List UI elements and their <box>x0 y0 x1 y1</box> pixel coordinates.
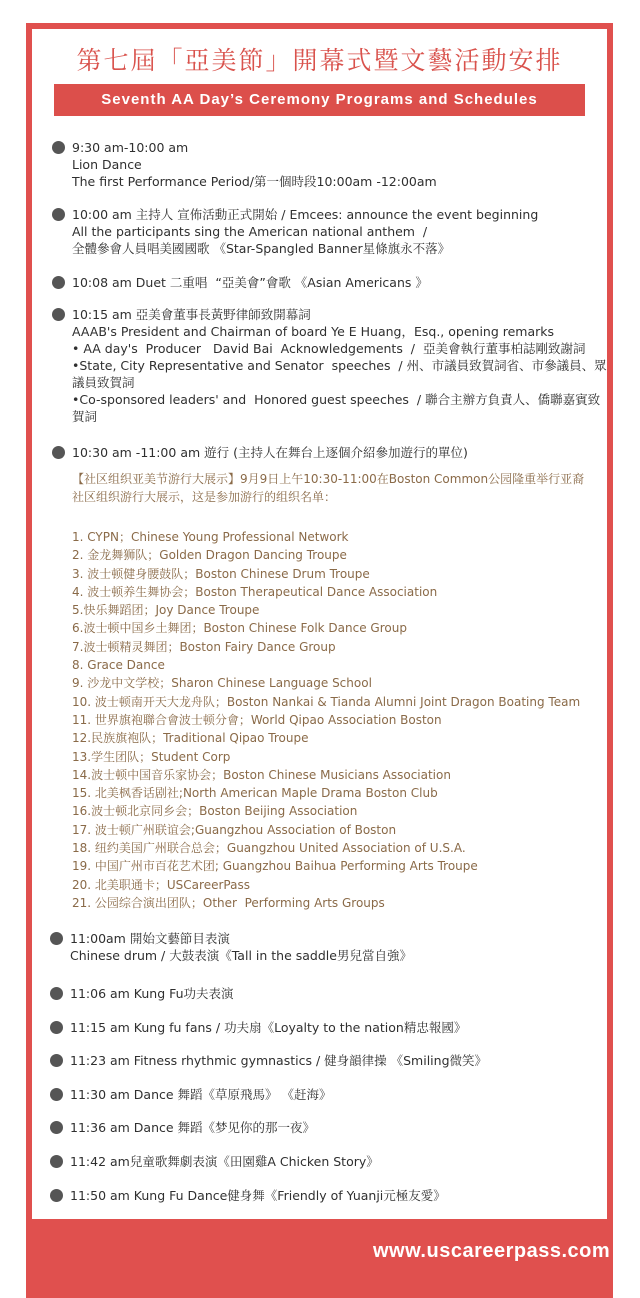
schedule-time-line: 10:00 am 主持人 宣佈活動正式開始 / Emcees: announce the event beginning <box>72 207 539 222</box>
schedule-item <box>50 1086 595 1103</box>
schedule-detail-line: • AA day's Producer David Bai Acknowledgements / 亞美會執行董事柏誌剛致謝詞 <box>72 341 586 356</box>
schedule-item <box>50 1119 595 1136</box>
schedule-item <box>50 930 595 964</box>
bullet-dot-icon <box>52 308 65 321</box>
parade-org-list <box>72 528 602 912</box>
bullet-dot-icon <box>50 1121 63 1134</box>
schedule-item <box>50 985 595 1002</box>
schedule-time-line: 10:08 am Duet 二重唱 “亞美會”會歌 《Asian Americans 》 <box>72 275 428 290</box>
schedule-time-line: 11:36 am Dance 舞蹈《梦见你的那一夜》 <box>70 1120 316 1135</box>
schedule-item <box>50 1052 595 1069</box>
bullet-dot-icon <box>50 1021 63 1034</box>
list-item: 15. 北美枫香话剧社;North American Maple Drama Boston Club <box>72 786 438 801</box>
schedule-detail-line: All the participants sing the American national anthem / <box>72 224 428 239</box>
schedule-time-line: 10:30 am -11:00 am 遊行 (主持人在舞台上逐個介紹參加遊行的單位) <box>72 445 468 460</box>
list-item: 12.民族旗袍队；Traditional Qipao Troupe <box>72 731 309 746</box>
footer-url: www.uscareerpass.com <box>373 1240 611 1262</box>
schedule-panel <box>32 29 607 1219</box>
list-item: 4. 波士顿养生舞协会；Boston Therapeutical Dance Association <box>72 584 438 599</box>
schedule-detail-line: •State, City Representative and Senator speeches / 州、市議員致賀詞省、市參議員、眾 <box>72 358 607 373</box>
schedule-detail-line: AAAB's President and Chairman of board Ye E Huang，Esq., opening remarks <box>72 324 555 339</box>
schedule-item <box>52 139 597 190</box>
list-item: 21. 公园综合演出团队；Other Performing Arts Groups <box>72 895 385 910</box>
schedule-time-line: 11:50 am Kung Fu Dance健身舞《Friendly of Yuanji元極友愛》 <box>70 1188 446 1203</box>
list-item: 19. 中国广州市百花艺术团; Guangzhou Baihua Performing Arts Troupe <box>72 859 478 874</box>
schedule-item <box>50 1153 595 1170</box>
schedule-item <box>52 206 597 257</box>
list-item: 11. 世界旗袍聯合會波士顿分會；World Qipao Association Boston <box>72 712 442 727</box>
bullet-dot-icon <box>52 141 65 154</box>
bullet-dot-icon <box>50 1088 63 1101</box>
schedule-item <box>50 1019 595 1036</box>
parade-intro <box>72 470 592 506</box>
schedule-item <box>50 1187 595 1204</box>
schedule-detail-line: 賀詞 <box>72 409 98 424</box>
list-item: 9. 沙龙中文学校；Sharon Chinese Language School <box>72 676 372 691</box>
list-item: 17. 波士顿广州联谊会;Guangzhou Association of Boston <box>72 822 397 837</box>
list-item: 3. 波士顿健身腰鼓队；Boston Chinese Drum Troupe <box>72 566 370 581</box>
schedule-time-line: 11:42 am兒童歌舞劇表演《田園雞A Chicken Story》 <box>70 1154 379 1169</box>
schedule-detail-line: The first Performance Period/第一個時段10:00am -12:00am <box>72 174 437 189</box>
schedule-item <box>52 274 597 291</box>
list-item: 7.波士顿精灵舞团；Boston Fairy Dance Group <box>72 639 336 654</box>
bullet-dot-icon <box>52 446 65 459</box>
schedule-time-line: 9:30 am-10:00 am <box>72 140 189 155</box>
schedule-detail-line: Lion Dance <box>72 157 142 172</box>
list-item: 8. Grace Dance <box>72 658 165 673</box>
list-item: 14.波士顿中国音乐家协会；Boston Chinese Musicians Association <box>72 767 451 782</box>
list-item: 1. CYPN；Chinese Young Professional Network <box>72 530 349 544</box>
bullet-dot-icon <box>50 1155 63 1168</box>
schedule-time-line: 11:00am 開始文藝節目表演 <box>70 931 230 946</box>
schedule-detail-line: •Co-sponsored leaders' and Honored guest speeches / 聯合主辦方負責人、僑聯嘉賓致 <box>72 392 601 407</box>
list-item: 10. 波士顿南开天大龙舟队；Boston Nankai & Tianda Alumni Joint Dragon Boating Team <box>72 694 581 709</box>
parade-intro-text: 【社区组织亚美节游行大展示】9月9日上午10:30-11:00在Boston Common公园隆重举行亚裔社区组织游行大展示，这是参加游行的组织名单： <box>72 472 585 504</box>
schedule-item <box>52 444 597 461</box>
bullet-dot-icon <box>50 1054 63 1067</box>
schedule-detail-line: 全體參會人員唱美國國歌 《Star-Spangled Banner星條旗永不落》 <box>72 241 451 256</box>
schedule-detail-line: Chinese drum / 大鼓表演《Tall in the saddle男兒當自強》 <box>70 948 412 963</box>
list-item: 18. 纽约美国广州联合总会；Guangzhou United Association of U.S.A. <box>72 841 466 856</box>
schedule-time-line: 11:15 am Kung fu fans / 功夫扇《Loyalty to the nation精忠報國》 <box>70 1020 467 1035</box>
bullet-dot-icon <box>50 987 63 1000</box>
bullet-dot-icon <box>52 276 65 289</box>
list-item: 6.波士顿中国乡土舞团；Boston Chinese Folk Dance Group <box>72 621 407 636</box>
list-item: 16.波士顿北京同乡会；Boston Beijing Association <box>72 804 358 819</box>
list-item: 2. 金龙舞狮队；Golden Dragon Dancing Troupe <box>72 548 347 563</box>
schedule-item <box>52 306 607 425</box>
schedule-time-line: 10:15 am 亞美會董事長黃野律師致開幕詞 <box>72 307 311 322</box>
list-item: 20. 北美职通卡；USCareerPass <box>72 877 250 892</box>
schedule-time-line: 11:23 am Fitness rhythmic gymnastics / 健身韻律操 《Smiling微笑》 <box>70 1053 488 1068</box>
schedule-time-line: 11:30 am Dance 舞蹈《草原飛馬》 《赶海》 <box>70 1087 332 1102</box>
bullet-dot-icon <box>50 932 63 945</box>
subtitle-banner: Seventh AA Day’s Ceremony Programs and Schedules <box>54 84 585 116</box>
list-item: 13.学生团队；Student Corp <box>72 749 231 764</box>
page-title: 第七屆「亞美節」開幕式暨文藝活動安排 <box>76 46 563 75</box>
bullet-dot-icon <box>52 208 65 221</box>
list-item: 5.快乐舞蹈团；Joy Dance Troupe <box>72 603 260 618</box>
bullet-dot-icon <box>50 1189 63 1202</box>
schedule-time-line: 11:06 am Kung Fu功夫表演 <box>70 986 234 1001</box>
schedule-detail-line: 議員致賀詞 <box>72 375 135 390</box>
